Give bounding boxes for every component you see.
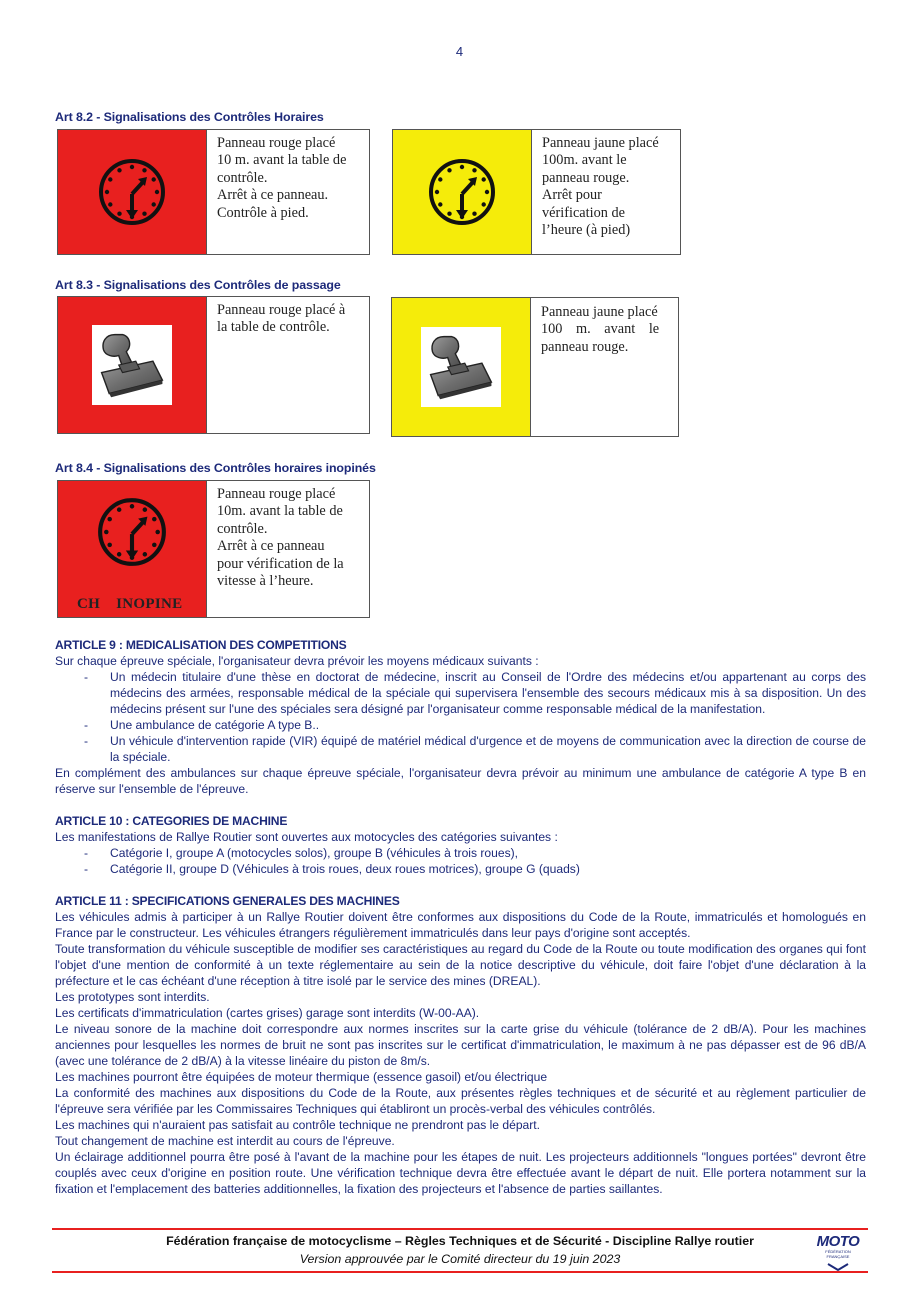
sign-text xyxy=(207,130,369,254)
art-8-2-heading: Art 8.2 - Signalisations des Contrôles Horaires xyxy=(55,110,324,124)
sign-yellow-controle-horaire xyxy=(392,129,681,255)
sign-line: Panneau jaune placé xyxy=(541,304,658,320)
sign-text xyxy=(531,298,678,436)
sign-red-controle-horaire xyxy=(57,129,370,255)
paragraph: Toute transformation du véhicule susceptible de modifier ses caractéristiques au regard du Code de la Route ou toute modification des organes qui font l'objet d'une mention de conformité à un texte réglementaire au sein de la notice descriptive du véhicule, doit faire l'objet d'une déclaration à la préfecture et le cas échéant d'une réception à titre isolé par le service des mines (DREAL). xyxy=(55,942,866,988)
list-item: - Catégorie II, groupe D (Véhicules à trois roues, deux roues motrices), groupe G (quads) xyxy=(84,862,580,876)
sign-line: 10m. avant la table de xyxy=(217,503,343,520)
sign-yellow-controle-passage xyxy=(391,297,679,437)
yellow-panel xyxy=(393,130,531,254)
paragraph: Les machines qui n'auraient pas satisfait au contrôle technique ne prendront pas le départ. xyxy=(55,1118,541,1132)
footer-title: Fédération française de motocyclisme – Règles Techniques et de Sécurité - Discipline Rallye routier xyxy=(166,1234,754,1248)
list-item: - Une ambulance de catégorie A type B.. xyxy=(84,718,320,732)
art-8-4-heading: Art 8.4 - Signalisations des Contrôles horaires inopinés xyxy=(55,461,376,475)
yellow-panel xyxy=(392,298,530,436)
red-panel xyxy=(58,481,206,617)
paragraph: Tout changement de machine est interdit au cours de l'épreuve. xyxy=(55,1134,395,1148)
article-11-title: ARTICLE 11 : SPECIFICATIONS GENERALES DES MACHINES xyxy=(55,894,400,908)
list-item: - Catégorie I, groupe A (motocycles solos), groupe B (véhicules à trois roues), xyxy=(84,846,519,860)
sign-line: la table de contrôle. xyxy=(217,319,330,336)
paragraph: Les certificats d'immatriculation (cartes grises) garage sont interdits (W-00-AA). xyxy=(55,1006,480,1020)
sign-line: 100 m. avant le xyxy=(541,321,660,338)
article-10-intro: Les manifestations de Rallye Routier sont ouvertes aux motocycles des catégories suivantes : xyxy=(55,830,558,844)
sign-line: 10 m. avant la table de xyxy=(217,152,347,169)
list-item: - Un médecin titulaire d'une thèse en doctorat de médecine, inscrit au Conseil de l'Ordre des médecins et/ou appartenant au corps des médecins des armées, responsable médical de la spéciale qui supervisera l'ensemble des secours médicaux mis à sa disposition. Un des médecins présent sur l'une des spéciales sera désigné par l'organisateur comme responsable médical de la manifestation. xyxy=(84,670,866,716)
sign-red-controle-inopine xyxy=(57,480,370,618)
paragraph: Les véhicules admis à participer à un Rallye Routier doivent être conformes aux dispositions du Code de la Route, immatriculés et homologués en France par le constructeur. Les véhicules étrangers régulièrement immatriculés dans leur pays d'origine sont acceptés. xyxy=(55,910,866,940)
sign-line: Panneau rouge placé à xyxy=(217,302,346,318)
sign-line: l’heure (à pied) xyxy=(542,222,631,239)
ffm-logo xyxy=(816,1234,860,1268)
sign-line: panneau rouge. xyxy=(541,338,629,355)
paragraph: La conformité des machines aux dispositions du Code de la Route, aux présentes règles techniques et de sécurité et au règlement particulier de l'épreuve sera vérifiée par les Commissaires Techniques qui établiront un procès-verbal des véhicules contrôlés. xyxy=(55,1086,866,1116)
red-panel xyxy=(58,130,206,254)
stamp-icon xyxy=(423,329,499,405)
sign-line: Arrêt à ce panneau xyxy=(217,538,325,555)
footer-rule-bottom xyxy=(52,1271,868,1273)
paragraph: Les prototypes sont interdits. xyxy=(55,990,210,1004)
paragraph: Un éclairage additionnel pourra être posé à l'avant de la machine pour les étapes de nuit. Les projecteurs additionnels "longues portées" devront être couplés avec ceux d'origine en position route. Une vérification technique devra être effectuée avant le départ de nuit. Elle portera notamment sur la fixation et l'emplacement des batteries additionnelles, la fixation des projecteurs et l'absence de parties saillantes. xyxy=(55,1150,866,1196)
sign-line: Panneau rouge placé xyxy=(217,486,336,502)
paragraph: Le niveau sonore de la machine doit correspondre aux normes inscrites sur la carte grise du véhicule (tolérance de 2 dB/A). Pour les machines anciennes pour lesquelles les normes de bruit ne sont pas inscrites sur le certificat d'immatriculation, le maximum à ne pas dépasser est de 96 dB/A (avec une tolérance de 2 dB/A) à la vitesse linéaire du piston de 8m/s. xyxy=(55,1022,866,1068)
article-10-title: ARTICLE 10 : CATEGORIES DE MACHINE xyxy=(55,814,288,828)
logo-wordmark: MOTO xyxy=(816,1233,860,1250)
article-11 xyxy=(55,893,866,1197)
art-8-3-heading: Art 8.3 - Signalisations des Contrôles de passage xyxy=(55,278,341,292)
clock-icon xyxy=(95,495,169,569)
article-10 xyxy=(55,813,866,877)
article-9 xyxy=(55,637,866,797)
sign-line: Panneau jaune placé xyxy=(542,135,659,151)
list-item: - Un véhicule d'intervention rapide (VIR) équipé de matériel médical d'urgence et de moyens de communication avec la direction de course de la spéciale. xyxy=(84,734,866,764)
stamp-icon xyxy=(94,327,170,403)
sign-line: 100m. avant le xyxy=(542,152,627,169)
sign-text xyxy=(532,130,680,254)
sign-red-controle-passage xyxy=(57,296,370,434)
list-item-text: Une ambulance de catégorie A type B.. xyxy=(110,718,320,732)
footer-version: Version approuvée par le Comité directeur du 19 juin 2023 xyxy=(299,1252,621,1266)
article-9-intro: Sur chaque épreuve spéciale, l'organisateur devra prévoir les moyens médicaux suivants : xyxy=(55,654,539,668)
sign-line: vitesse à l’heure. xyxy=(217,573,314,590)
article-9-title: ARTICLE 9 : MEDICALISATION DES COMPETITIONS xyxy=(55,638,347,652)
sign-line: Arrêt à ce panneau. xyxy=(217,187,329,204)
sign-line: Panneau rouge placé xyxy=(217,135,336,151)
sign-text xyxy=(207,297,369,433)
sign-line: Contrôle à pied. xyxy=(217,204,309,221)
ch-inopine-label: CH INOPINE xyxy=(77,596,183,612)
list-item-text: Un médecin titulaire d'une thèse en doctorat de médecine, inscrit au Conseil de l'Ordre des médecins et/ou appartenant au corps des médecins des armées, responsable médical de la spéciale qui supervisera l'ensemble des secours médicaux mis à sa disposition. Un des médecins présent sur l'une des spéciales sera désigné par l'organisateur comme responsable médical de la manifestation. xyxy=(110,670,866,716)
sign-line: vérification de xyxy=(542,204,625,221)
sign-line: pour vérification de la xyxy=(217,555,344,572)
logo-chevron-icon xyxy=(816,1262,860,1272)
sign-line: contrôle. xyxy=(217,520,268,537)
logo-subtext: FÉDÉRATION FRANÇAISE xyxy=(825,1249,851,1259)
page-number: 4 xyxy=(455,44,464,59)
sign-line: contrôle. xyxy=(217,169,268,186)
red-panel xyxy=(58,297,206,433)
list-item-text: Catégorie II, groupe D (Véhicules à trois roues, deux roues motrices), groupe G (quads) xyxy=(110,862,580,876)
clock-icon xyxy=(426,156,498,228)
sign-text xyxy=(207,481,369,617)
list-item-text: Catégorie I, groupe A (motocycles solos), groupe B (véhicules à trois roues), xyxy=(110,846,519,860)
list-item-text: Un véhicule d'intervention rapide (VIR) équipé de matériel médical d'urgence et de moyens de communication avec la direction de course de la spéciale. xyxy=(110,734,866,764)
article-9-closing: En complément des ambulances sur chaque épreuve spéciale, l'organisateur devra prévoir au minimum une ambulance de catégorie A type B en réserve sur l'ensemble de l'épreuve. xyxy=(55,766,866,796)
paragraph: Les machines pourront être équipées de moteur thermique (essence gasoil) et/ou électrique xyxy=(55,1070,548,1084)
footer-rule-top xyxy=(52,1228,868,1230)
sign-line: panneau rouge. xyxy=(542,169,630,186)
clock-icon xyxy=(96,156,168,228)
sign-line: Arrêt pour xyxy=(542,187,602,204)
